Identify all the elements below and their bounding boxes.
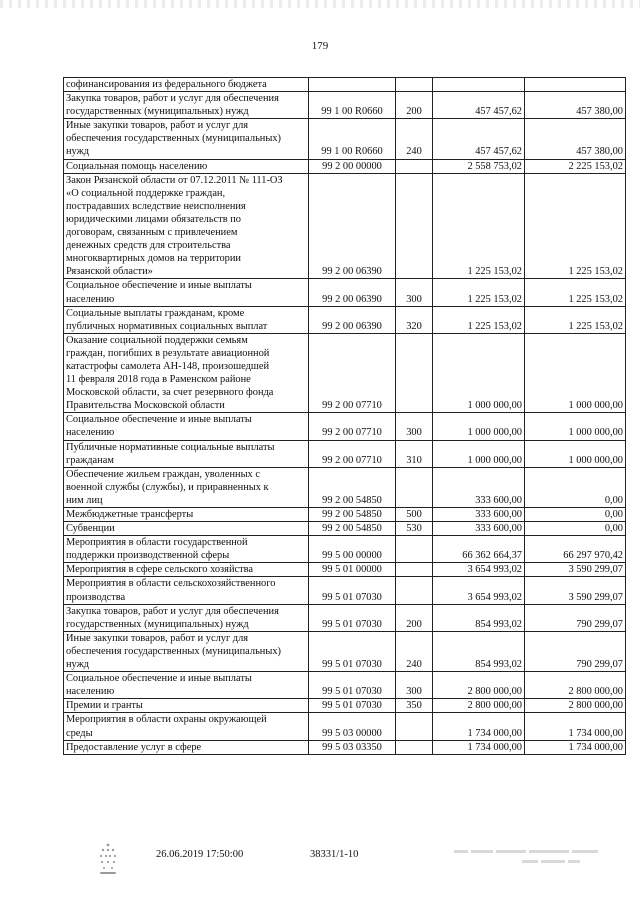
cell-expense-type: 240 [396,119,433,159]
cell-expense-type: 310 [396,440,433,467]
cell-amount-planned: 66 362 664,37 [433,536,525,563]
scan-edge-marks [0,0,640,8]
cell-expense-name: Социальное обеспечение и иные выплаты населению [64,279,309,306]
cell-amount-planned [433,78,525,92]
cell-expense-name: Иные закупки товаров, работ и услуг для обеспечения государственных (муниципальных) нужд [64,119,309,159]
cell-amount-actual: 1 000 000,00 [525,440,626,467]
cell-target-code: 99 2 00 06390 [309,279,396,306]
cell-expense-type [396,563,433,577]
table-row [64,440,626,467]
cell-expense-type [396,78,433,92]
cell-amount-planned: 457 457,62 [433,119,525,159]
cell-expense-name: Мероприятия в области государственной поддержки производственной сферы [64,536,309,563]
cell-expense-type: 200 [396,92,433,119]
cell-expense-type: 240 [396,631,433,671]
cell-expense-name: Обеспечение жильем граждан, уволенных с военной службы (службы), и приравненных к ним лиц [64,467,309,507]
cell-expense-type [396,333,433,413]
cell-amount-actual: 0,00 [525,508,626,522]
cell-amount-planned: 3 654 993,02 [433,577,525,604]
cell-amount-actual: 790 299,07 [525,631,626,671]
cell-target-code: 99 2 00 06390 [309,173,396,279]
table-row [64,306,626,333]
cell-expense-type [396,173,433,279]
cell-target-code: 99 5 01 07030 [309,631,396,671]
cell-target-code: 99 5 03 03350 [309,740,396,754]
cell-amount-planned: 333 600,00 [433,508,525,522]
cell-amount-planned: 333 600,00 [433,522,525,536]
cell-amount-actual: 1 000 000,00 [525,333,626,413]
cell-target-code [309,78,396,92]
cell-amount-actual: 66 297 970,42 [525,536,626,563]
cell-expense-type [396,467,433,507]
cell-amount-planned: 1 734 000,00 [433,713,525,740]
cell-amount-actual: 0,00 [525,522,626,536]
cell-amount-actual: 1 734 000,00 [525,740,626,754]
table-row [64,563,626,577]
cell-expense-type: 300 [396,672,433,699]
cell-target-code: 99 2 00 06390 [309,306,396,333]
cell-amount-actual: 3 590 299,07 [525,577,626,604]
cell-target-code: 99 5 01 07030 [309,672,396,699]
cell-amount-actual: 2 800 000,00 [525,699,626,713]
cell-expense-name: Закупка товаров, работ и услуг для обеспечения государственных (муниципальных) нужд [64,92,309,119]
cell-target-code: 99 1 00 R0660 [309,119,396,159]
table-row [64,78,626,92]
cell-amount-actual: 1 000 000,00 [525,413,626,440]
table-row [64,508,626,522]
cell-target-code: 99 5 01 07030 [309,604,396,631]
cell-target-code: 99 2 00 00000 [309,159,396,173]
cell-target-code: 99 5 03 00000 [309,713,396,740]
cell-amount-planned: 1 225 153,02 [433,173,525,279]
cell-target-code: 99 1 00 R0660 [309,92,396,119]
cell-expense-type [396,159,433,173]
cell-amount-planned: 1 000 000,00 [433,440,525,467]
table-row [64,631,626,671]
table-row [64,536,626,563]
cell-target-code: 99 5 01 07030 [309,577,396,604]
cell-expense-type: 530 [396,522,433,536]
stamp-datetime: 26.06.2019 17:50:00 [156,849,244,860]
table-row [64,699,626,713]
cell-expense-type [396,713,433,740]
cell-expense-type: 300 [396,279,433,306]
table-row [64,713,626,740]
cell-amount-actual: 1 225 153,02 [525,279,626,306]
cell-amount-actual: 1 225 153,02 [525,173,626,279]
cell-expense-type: 350 [396,699,433,713]
watermark-stamp-icon [452,845,602,871]
cell-expense-name: Мероприятия в области охраны окружающей среды [64,713,309,740]
cell-target-code: 99 2 00 07710 [309,440,396,467]
cell-expense-name: софинансирования из федерального бюджета [64,78,309,92]
cell-amount-actual: 2 225 153,02 [525,159,626,173]
cell-expense-name: Межбюджетные трансферты [64,508,309,522]
page-number: 179 [311,40,329,52]
budget-table-body [64,78,626,755]
cell-amount-actual: 457 380,00 [525,92,626,119]
cell-target-code: 99 2 00 54850 [309,508,396,522]
cell-expense-name: Премии и гранты [64,699,309,713]
table-row [64,577,626,604]
cell-expense-name: Социальная помощь населению [64,159,309,173]
cell-expense-name: Оказание социальной поддержки семьям граждан, погибших в результате авиационной катастрофы самолета АН-148, произошедшей 11 февраля 2018 года в Раменском районе Московской области, за счет резервного фонда Правительства Московской области [64,333,309,413]
cell-amount-actual: 3 590 299,07 [525,563,626,577]
cell-expense-name: Социальное обеспечение и иные выплаты населению [64,672,309,699]
cell-amount-planned: 854 993,02 [433,604,525,631]
table-row [64,672,626,699]
page-footer [0,849,640,879]
cell-expense-type [396,740,433,754]
cell-amount-planned: 1 000 000,00 [433,333,525,413]
cell-amount-actual: 0,00 [525,467,626,507]
table-row [64,333,626,413]
cell-expense-name: Закупка товаров, работ и услуг для обеспечения государственных (муниципальных) нужд [64,604,309,631]
seal-stamp-icon [96,841,120,877]
cell-amount-planned: 2 800 000,00 [433,672,525,699]
table-row [64,467,626,507]
cell-amount-planned: 457 457,62 [433,92,525,119]
cell-amount-planned: 2 800 000,00 [433,699,525,713]
cell-expense-name: Иные закупки товаров, работ и услуг для обеспечения государственных (муниципальных) нужд [64,631,309,671]
table-row [64,92,626,119]
cell-expense-type: 300 [396,413,433,440]
cell-target-code: 99 2 00 54850 [309,522,396,536]
cell-amount-actual: 1 734 000,00 [525,713,626,740]
cell-amount-planned: 1 225 153,02 [433,279,525,306]
budget-table [63,77,626,755]
cell-amount-actual: 457 380,00 [525,119,626,159]
cell-target-code: 99 2 00 07710 [309,413,396,440]
cell-target-code: 99 5 01 00000 [309,563,396,577]
cell-expense-name: Мероприятия в сфере сельского хозяйства [64,563,309,577]
cell-amount-actual: 790 299,07 [525,604,626,631]
cell-expense-name: Социальное обеспечение и иные выплаты населению [64,413,309,440]
table-row [64,413,626,440]
cell-amount-planned: 333 600,00 [433,467,525,507]
cell-amount-planned: 1 000 000,00 [433,413,525,440]
table-row [64,159,626,173]
cell-expense-name: Мероприятия в области сельскохозяйственного производства [64,577,309,604]
cell-expense-type [396,577,433,604]
cell-expense-type: 200 [396,604,433,631]
cell-target-code: 99 5 01 07030 [309,699,396,713]
cell-target-code: 99 2 00 54850 [309,467,396,507]
cell-expense-name: Предоставление услуг в сфере [64,740,309,754]
cell-expense-name: Субвенции [64,522,309,536]
document-code: 38331/1-10 [310,849,359,860]
cell-expense-type: 320 [396,306,433,333]
cell-target-code: 99 5 00 00000 [309,536,396,563]
cell-amount-planned: 3 654 993,02 [433,563,525,577]
cell-expense-type: 500 [396,508,433,522]
cell-target-code: 99 2 00 07710 [309,333,396,413]
cell-expense-name: Закон Рязанской области от 07.12.2011 № 111-ОЗ «О социальной поддержке граждан, пострадавших вследствие неисполнения юридическими лицами обязательств по договорам, связанным с привлечением денежных средств для строительства многоквартирных домов на территории Рязанской области» [64,173,309,279]
cell-amount-planned: 854 993,02 [433,631,525,671]
cell-expense-name: Публичные нормативные социальные выплаты гражданам [64,440,309,467]
table-row [64,604,626,631]
cell-amount-planned: 2 558 753,02 [433,159,525,173]
cell-amount-planned: 1 734 000,00 [433,740,525,754]
table-row [64,522,626,536]
cell-amount-planned: 1 225 153,02 [433,306,525,333]
table-row [64,740,626,754]
table-row [64,279,626,306]
cell-amount-actual [525,78,626,92]
cell-amount-actual: 1 225 153,02 [525,306,626,333]
cell-expense-name: Социальные выплаты гражданам, кроме публичных нормативных социальных выплат [64,306,309,333]
cell-expense-type [396,536,433,563]
table-row [64,119,626,159]
table-row [64,173,626,279]
cell-amount-actual: 2 800 000,00 [525,672,626,699]
